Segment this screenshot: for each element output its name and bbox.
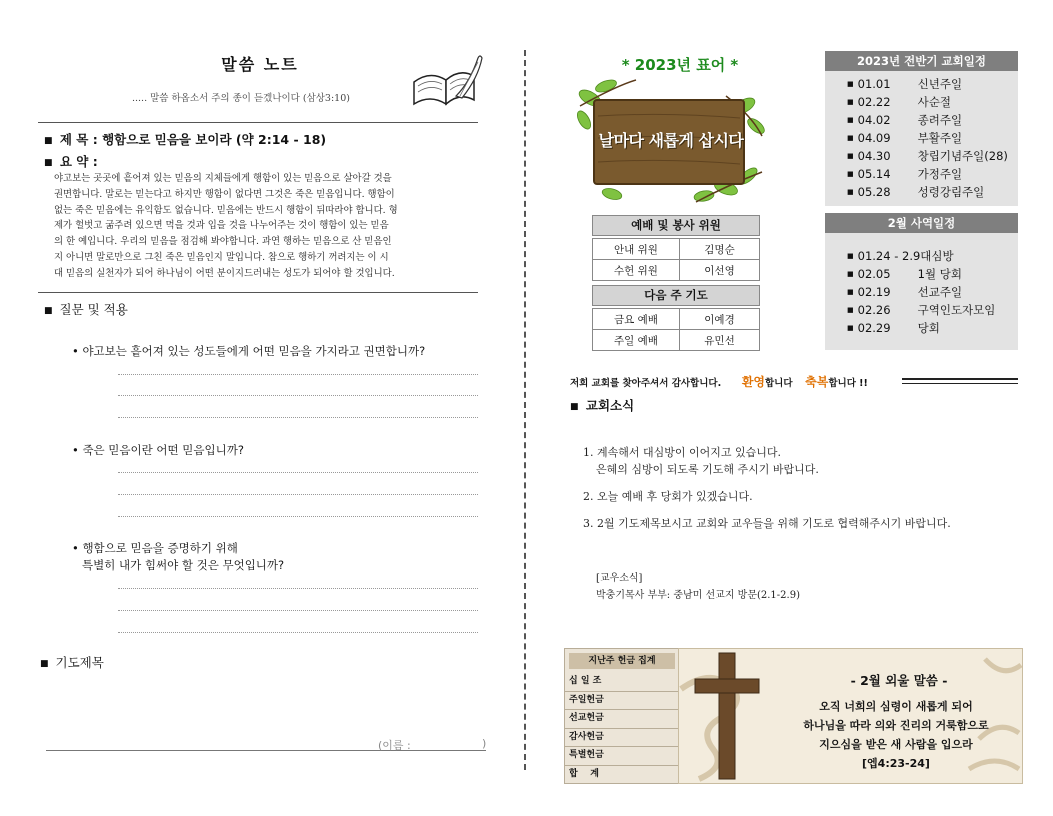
motto-text: 날마다 새롭게 삽시다 (598, 131, 744, 150)
summary-line: 없는 죽은 믿음에는 유익함도 없습니다. 믿음에는 반드시 행함이 뒤따라야 합니다. 형 (54, 204, 398, 216)
answer-line[interactable] (118, 516, 478, 517)
role-cell: 수헌 위원 (593, 260, 680, 281)
motto-sign (576, 76, 766, 206)
divider (38, 122, 478, 123)
table-row (593, 239, 760, 260)
verse-line: 오직 너희의 심령이 새롭게 되어 (819, 700, 973, 713)
offering-row: 합 계 (569, 768, 599, 779)
schedule-head: 2월 사역일정 (825, 213, 1018, 233)
answer-line[interactable] (118, 395, 478, 396)
welcome-text: 저희 교회를 찾아주셔서 감사합니다. (570, 378, 722, 389)
prayer-table (592, 308, 760, 351)
left-page (0, 0, 520, 816)
summary-line: 의 한 예입니다. 우리의 믿음을 점검해 봐야합니다. 과연 행하는 믿음으로 산 믿음인 (54, 236, 392, 248)
schedule-item: ■ 02.19 선교주일 (847, 283, 1018, 301)
answer-line[interactable] (118, 588, 478, 589)
schedule-item: ■ 02.26 구역인도자모임 (847, 301, 1018, 319)
person-cell: 김명순 (680, 239, 760, 260)
person-cell: 이선영 (680, 260, 760, 281)
schedule-item: ■ 02.05 1월 당회 (847, 265, 1018, 283)
news-item: 2. 오늘 예배 후 당회가 있겠습니다. (583, 490, 753, 503)
question-3-cont: 특별히 내가 힘써야 할 것은 무엇입니까? (82, 558, 285, 572)
answer-line[interactable] (118, 610, 478, 611)
summary-line: 야고보는 곳곳에 흩어져 있는 믿음의 지체들에게 행함이 있는 믿음으로 살아갈 것을 (54, 173, 392, 184)
answer-line[interactable] (118, 632, 478, 633)
news-item: 3. 2월 기도제목보시고 교회와 교우들을 위해 기도로 협력해주시기 바랍니다. (583, 517, 951, 530)
verse-line: 하나님을 따라 의와 진리의 거룩함으로 (803, 719, 989, 732)
summary-line: 제가 헐벗고 굶주려 있으면 먹을 것과 입을 것을 나누어주는 것이 행함이 있는 믿음 (54, 220, 389, 232)
offering-row: 특별헌금 (565, 747, 679, 766)
verse-reference: [엡4:23-24] (862, 757, 930, 770)
worship-head: 예배 및 봉사 위원 (592, 215, 760, 236)
question-2: • 죽은 믿음이란 어떤 믿음입니까? (72, 443, 244, 457)
verse-title: - 2월 외울 말씀 - (850, 673, 948, 688)
schedule-item: ■ 04.30 창립기념주일(28) (847, 147, 1018, 165)
answer-line[interactable] (118, 472, 478, 473)
schedule-item: ■ 02.29 당회 (847, 319, 1018, 337)
page-subtitle: ..... 말씀 하옵소서 주의 종이 듣겠나이다 (삼상3:10) (132, 93, 350, 104)
schedule-item: ■ 05.28 성령강림주일 (847, 183, 1018, 201)
table-row (593, 330, 760, 351)
schedule-item: ■ 05.14 가정주일 (847, 165, 1018, 183)
prayer-label: ■ 기도제목 (40, 653, 104, 671)
role-cell: 안내 위원 (593, 239, 680, 260)
schedule-item: ■ 04.02 종려주일 (847, 111, 1018, 129)
answer-line[interactable] (118, 374, 478, 375)
sermon-subject (44, 130, 326, 148)
prayer-head: 다음 주 기도 (592, 285, 760, 306)
verse-box (678, 648, 1023, 784)
name-label: (이름 : (378, 739, 411, 752)
verse-text (771, 697, 1021, 773)
divider (38, 292, 478, 293)
table-row (593, 309, 760, 330)
offering-row: 선교헌금 (565, 710, 679, 729)
offering-row: 주일헌금 (565, 692, 679, 711)
worship-table (592, 238, 760, 281)
answer-line[interactable] (118, 494, 478, 495)
blessing-word: 축복 (805, 375, 829, 389)
news-item: 은혜의 심방이 되도록 기도해 주시기 바랍니다. (596, 463, 819, 476)
motto-heading: * 2023년 표어 * (621, 56, 739, 74)
schedule-head: 2023년 전반기 교회일정 (825, 51, 1018, 71)
schedule-item: ■ 01.24 - 2.9대심방 (847, 247, 1018, 265)
summary-text (54, 171, 480, 282)
schedule-item: ■ 01.01 신년주일 (847, 75, 1018, 93)
ministry-schedule (825, 213, 1018, 350)
fold-line (524, 50, 526, 770)
questions-label: ■ 질문 및 적용 (44, 300, 128, 318)
schedule-item: ■ 04.09 부활주일 (847, 129, 1018, 147)
question-1: • 야고보는 흩어져 있는 성도들에게 어떤 믿음을 가지라고 권면합니까? (72, 344, 426, 358)
summary-label: ■ 요 약 : (44, 152, 98, 170)
summary-line: 지 아니면 말로만으로 그친 죽은 믿음인지 말입니다. 참으로 행하기 꺼려지는 이 시 (54, 251, 389, 263)
table-row (593, 260, 760, 281)
offering-box (564, 648, 680, 784)
summary-line: 대 믿음의 실천자가 되어 하나님이 어떤 분이지드러내는 성도가 되어야 할 것입니다. (54, 267, 395, 279)
summary-line: 권면합니다. 말로는 믿는다고 하지만 행함이 없다면 그것은 죽은 믿음입니다. 행함이 (54, 188, 395, 200)
bible-icon (408, 52, 486, 112)
question-3: • 행함으로 믿음을 증명하기 위해 (72, 541, 238, 555)
offering-row: 감사헌금 (565, 729, 679, 748)
member-news: 박충기목사 부부: 중남미 선교지 방문(2.1-2.9) (596, 590, 800, 601)
verse-line: 지으심을 받은 새 사람을 입으라 (819, 738, 973, 751)
answer-line[interactable] (118, 417, 478, 418)
name-close: ) (482, 737, 487, 750)
member-news-head: [교우소식] (596, 573, 643, 584)
news-label: ■ 교회소식 (570, 396, 634, 414)
offering-head: 지난주 헌금 집계 (569, 653, 675, 669)
welcome-word: 환영 (741, 375, 765, 389)
person-cell: 이예경 (680, 309, 760, 330)
subject-label: 제 목 : (59, 132, 103, 147)
page-title: 말씀 노트 (221, 55, 299, 74)
offering-row: 십 일 조 (565, 673, 679, 692)
person-cell: 유민선 (680, 330, 760, 351)
service-cell: 금요 예배 (593, 309, 680, 330)
double-rule (902, 378, 1018, 384)
subject-text: 행함으로 믿음을 보이라 (약 2:14 - 18) (102, 132, 327, 147)
news-item: 1. 계속해서 대심방이 이어지고 있습니다. (583, 446, 781, 459)
church-schedule (825, 51, 1018, 206)
welcome-line: 저희 교회를 찾아주셔서 감사합니다. 환영합니다 축복합니다 !! (570, 375, 868, 389)
news-list (583, 444, 951, 531)
service-cell: 주일 예배 (593, 330, 680, 351)
name-line (46, 750, 486, 751)
schedule-item: ■ 02.22 사순절 (847, 93, 1018, 111)
